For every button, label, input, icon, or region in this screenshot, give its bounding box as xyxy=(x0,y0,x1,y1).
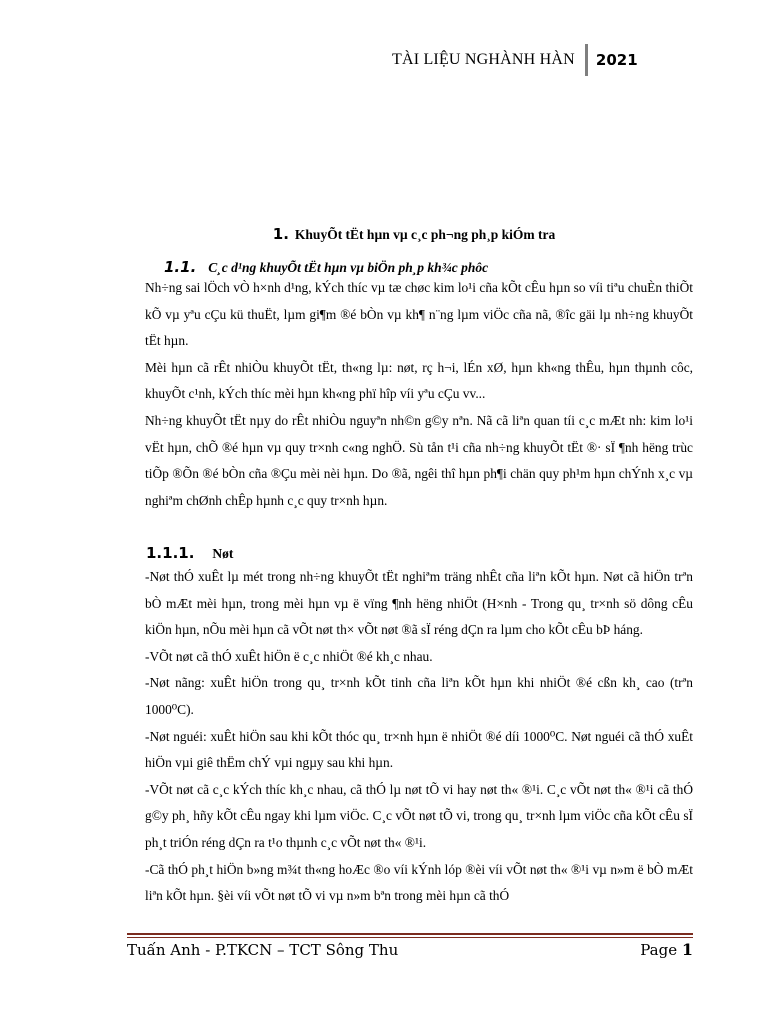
subsubsection-number: 1.1.1. xyxy=(146,544,195,562)
page-number: 1 xyxy=(681,940,693,959)
header-year: 2021 xyxy=(595,51,638,69)
body-text-block-b xyxy=(145,564,693,910)
footer-author: Tuấn Anh - P.TKCN – TCT Sông Thu xyxy=(127,940,399,959)
footer-page xyxy=(640,940,693,959)
paragraph: -VÕt nøt cã c¸c kÝch thíc kh¸c nhau, cã thÓ lµ nøt tÕ vi hay nøt th« ®¹i. C¸c vÕt nøt th« ®¹i cã thÓ g©y ph¸ hñy kÕt cÊu ngay khi lµm viÖc. C¸c vÕt nøt tÕ vi, trong qu¸ tr×nh lµm viÖc cña kÕt cÊu sÏ ph¸t triÓn réng dÇn ra t¹o thµnh c¸c vÕt nøt th« ®¹i. xyxy=(145,781,693,850)
paragraph: -Nøt nguéi: xuÊt hiÖn sau khi kÕt thóc qu¸ tr×nh hµn ë nhiÖt ®é díi 1000⁰C. Nøt nguéi cã thÓ xuÊt hiÖn vµi giê thËm chÝ vµi ngµy sau khi hµn. xyxy=(145,728,693,771)
footer-rule-thin xyxy=(127,937,693,938)
paragraph: -Nøt nãng: xuÊt hiÖn trong qu¸ tr×nh kÕt tinh cña liªn kÕt hµn khi nhiÖt ®é cßn kh¸ cao (trªn 1000⁰C). xyxy=(145,675,693,717)
subsection-number: 1.1. xyxy=(164,258,197,276)
footer-rule xyxy=(127,933,693,935)
subsubsection-title: Nøt xyxy=(212,546,234,561)
subsection-title: C¸c d¹ng khuyÕt tËt hµn vµ biÖn ph¸p kh¾c phôc xyxy=(208,260,489,275)
paragraph: Mèi hµn cã rÊt nhiÒu khuyÕt tËt, th«ng lµ: nøt, rç h¬i, lÉn xØ, hµn kh«ng thÊu, hµn thµnh côc, khuyÕt c¹nh, kÝch thíc mèi hµn kh«ng phï hîp víi yªu cÇu vv... xyxy=(145,359,693,402)
body-text-block-a xyxy=(145,275,693,514)
subsection-heading xyxy=(164,258,488,276)
page-header xyxy=(392,44,638,76)
paragraph: Nh÷ng sai lÖch vÒ h×nh d¹ng, kÝch thíc vµ tæ chøc kim lo¹i cña kÕt cÊu hµn so víi tiªu chuÈn thiÕt kÕ vµ yªu cÇu kü thuËt, lµm gi¶m ®é bÒn vµ kh¶ n¨ng lµm viÖc cña nã, ®îc gäi lµ nh÷ng khuyÕt tËt hµn. xyxy=(145,280,693,349)
header-divider xyxy=(585,44,588,76)
section-title: KhuyÕt tËt hµn vµ c¸c ph¬ng ph¸p kiÓm tra xyxy=(294,227,556,242)
subsubsection-heading xyxy=(146,544,233,562)
paragraph: -VÕt nøt cã thÓ xuÊt hiÖn ë c¸c nhiÖt ®é kh¸c nhau. xyxy=(145,648,433,664)
paragraph: -Nøt thÓ xuÊt lµ mét trong nh÷ng khuyÕt tËt nghiªm träng nhÊt cña liªn kÕt hµn. Nøt cã hiÖn trªn bÒ mÆt mèi hµn, trong mèi hµn vµ ë vïng ¶nh hëng nhiÖt (H×nh - Trong qu¸ tr×nh sö dông cÊu kiÖn hµn, nÕu mèi hµn cã vÕt nøt th× vÕt nøt ®ã sÏ réng dÇn ra lµm cho kÕt cÊu bÞ háng. xyxy=(145,569,693,638)
header-title: TÀI LIỆU NGHÀNH HÀN xyxy=(392,51,575,68)
page-label: Page xyxy=(640,941,678,959)
paragraph: -Cã thÓ ph¸t hiÖn b»ng m¾t th«ng hoÆc ®o víi kÝnh lóp ®èi víi vÕt nøt th« ®¹i vµ n»m ë bÒ mÆt liªn kÕt hµn. §èi víi vÕt nøt tÕ vi vµ n»m bªn trong mèi hµn cã thÓ xyxy=(145,861,693,904)
section-number: 1. xyxy=(272,225,289,243)
section-heading xyxy=(0,225,768,243)
paragraph: Nh÷ng khuyÕt tËt nµy do rÊt nhiÒu nguyªn nh©n g©y nªn. Nã cã liªn quan tíi c¸c mÆt nh: kim lo¹i vËt hµn, chÕ ®é hµn vµ quy tr×nh c«ng nghÖ. Sù tån t¹i cña nh÷ng khuyÕt tËt ®· sÏ ¶nh hëng trùc tiÕp ®Õn ®é bÒn cña ®Çu mèi nèi hµn. Do ®ã, ngêi thî hµn ph¶i chän quy ph¹m hµn chÝnh x¸c vµ nghiªm chØnh chÊp hµnh c¸c quy tr×nh hµn. xyxy=(145,412,693,508)
page-footer xyxy=(127,940,693,959)
